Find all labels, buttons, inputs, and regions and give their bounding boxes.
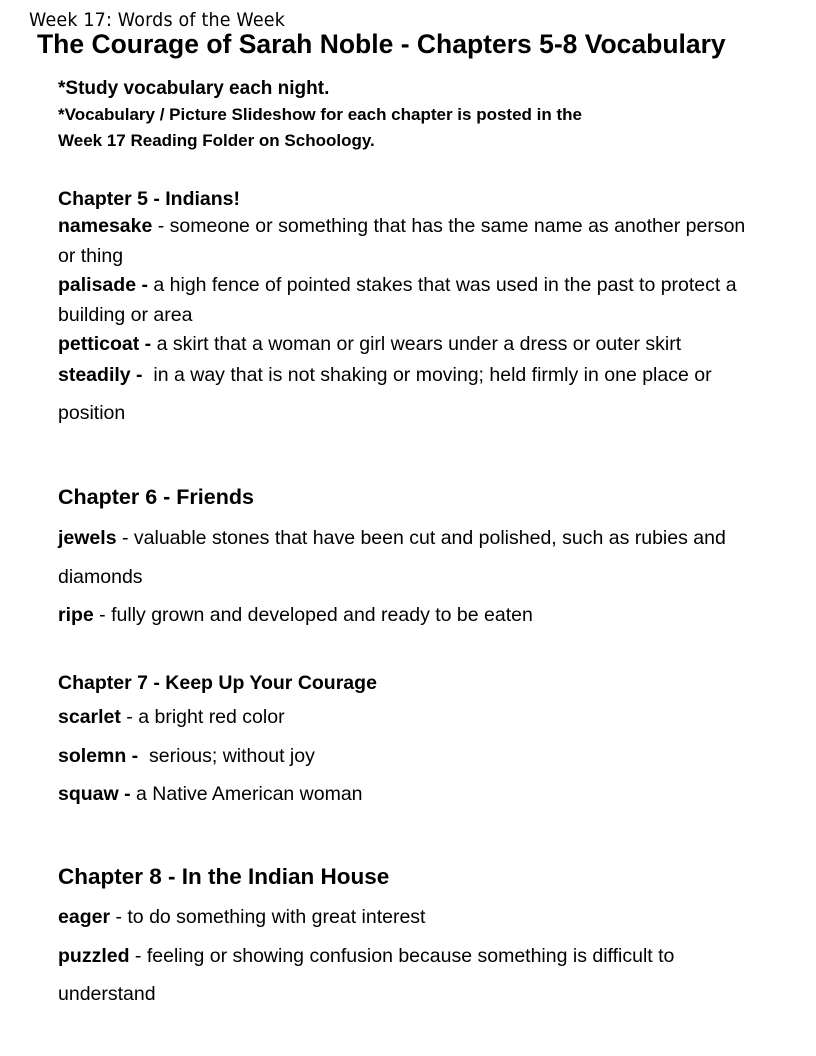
vocab-entry: puzzled - feeling or showing confusion because something is difficult to understand	[58, 944, 675, 1005]
vocab-entry: jewels - valuable stones that have been cut and polished, such as rubies and diamonds	[58, 527, 726, 588]
vocab-definition: someone or something that has the same name as another person or thing	[58, 215, 746, 267]
chapter-heading: Chapter 6 - Friends	[58, 485, 254, 509]
vocab-definition: a skirt that a woman or girl wears under a dress or outer skirt	[156, 333, 682, 355]
chapter-heading: Chapter 8 - In the Indian House	[58, 864, 390, 889]
folder-note: Week 17 Reading Folder on Schoology.	[58, 131, 375, 150]
vocab-entry: eager - to do something with great interest	[58, 906, 426, 928]
vocab-word: namesake	[58, 215, 153, 237]
vocab-definition: to do something with great interest	[127, 906, 426, 928]
vocab-word: jewels	[58, 527, 117, 549]
vocab-definition: fully grown and developed and ready to be eaten	[111, 604, 533, 626]
vocab-word: squaw -	[58, 783, 131, 805]
slideshow-note: *Vocabulary / Picture Slideshow for each chapter is posted in the	[58, 105, 582, 124]
chapter-8-section	[58, 860, 758, 1014]
vocab-entry	[58, 737, 758, 776]
chapter-7-section	[58, 668, 758, 814]
vocab-definition: feeling or showing confusion because something is difficult to understand	[58, 944, 675, 1005]
vocab-entry	[58, 775, 758, 814]
vocab-definition: serious; without joy	[149, 744, 315, 767]
vocab-word: palisade -	[58, 274, 148, 296]
chapter-5-section	[58, 186, 758, 432]
vocab-word: ripe	[58, 604, 94, 626]
vocab-definition: in a way that is not shaking or moving; held firmly in one place or position	[58, 363, 712, 424]
vocab-definition: a Native American woman	[136, 783, 363, 805]
vocab-entry: ripe - fully grown and developed and ready to be eaten	[58, 604, 533, 626]
week-label: Week 17: Words of the Week	[29, 9, 286, 31]
study-note: *Study vocabulary each night.	[58, 78, 330, 99]
vocab-entry	[58, 356, 758, 432]
vocab-entry: scarlet - a bright red color	[58, 706, 285, 728]
vocab-entry	[58, 271, 758, 330]
vocab-word: petticoat -	[58, 333, 152, 355]
vocab-word: puzzled	[58, 944, 130, 967]
chapter-heading: Chapter 7 - Keep Up Your Courage	[58, 672, 377, 694]
vocab-entry: namesake - someone or something that has the same name as another person or thing	[58, 215, 746, 267]
chapter-6-section	[58, 481, 758, 635]
vocab-word: scarlet	[58, 706, 121, 728]
vocab-word: solemn -	[58, 744, 139, 767]
page-title: The Courage of Sarah Noble - Chapters 5-8 Vocabulary	[37, 29, 726, 59]
vocab-definition: a high fence of pointed stakes that was used in the past to protect a building or area	[58, 274, 737, 326]
vocab-definition: a bright red color	[138, 706, 285, 728]
chapter-heading: Chapter 5 - Indians!	[58, 188, 241, 210]
vocab-word: steadily -	[58, 363, 143, 386]
vocab-definition: valuable stones that have been cut and polished, such as rubies and diamonds	[58, 527, 726, 588]
vocab-word: eager	[58, 906, 111, 928]
study-notes	[58, 76, 582, 154]
